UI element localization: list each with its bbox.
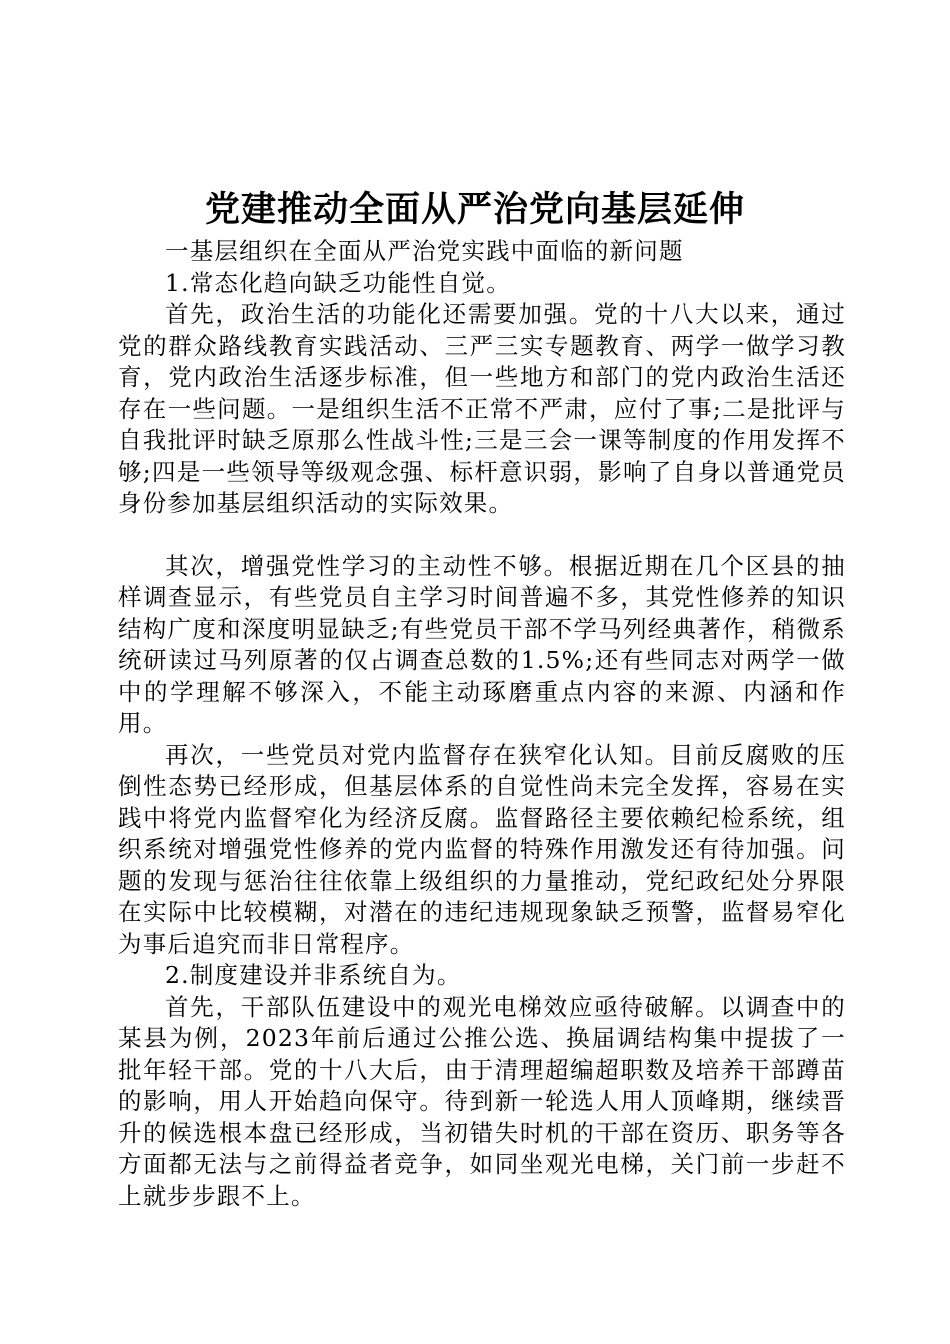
body-paragraph: 其次，增强党性学习的主动性不够。根据近期在几个区县的抽样调查显示，有些党员自主学习时间普遍不多，其党性修养的知识结构广度和深度明显缺乏;有些党员干部不学马列经典著作，稍微系统研读过马列原著的仅占调查总数的1.5%;还有些同志对两学一做中的学理解不够深入，不能主动琢磨重点内容的来源、内涵和作用。 (118, 551, 846, 737)
document-title: 党建推动全面从严治党向基层延伸 (204, 190, 745, 230)
subsection-heading-2: 2.制度建设并非系统自为。 (165, 961, 462, 989)
document-body (118, 236, 846, 1212)
body-paragraph: 首先，政治生活的功能化还需要加强。党的十八大以来，通过党的群众路线教育实践活动、三严三实专题教育、两学一做学习教育，党内政治生活逐步标准，但一些地方和部门的党内政治生活还存在一些问题。一是组织生活不正常不严肃，应付了事;二是批评与自我批评时缺乏原那么性战斗性;三是三会一课等制度的作用发挥不够;四是一些领导等级观念强、标杆意识弱，影响了自身以普通党员身份参加基层组织活动的实际效果。 (118, 300, 846, 517)
body-paragraph: 首先，干部队伍建设中的观光电梯效应亟待破解。以调查中的某县为例，2023年前后通过公推公选、换届调结构集中提拔了一批年轻干部。党的十八大后，由于清理超编超职数及培养干部蹲苗的影响，用人开始趋向保守。待到新一轮选人用人顶峰期，继续晋升的候选根本盘已经形成，当初错失时机的干部在资历、职务等各方面都无法与之前得益者竞争，如同坐观光电梯，关门前一步赶不上就步步跟不上。 (118, 992, 846, 1210)
subsection-heading-1: 1.常态化趋向缺乏功能性自觉。 (165, 268, 511, 297)
body-paragraph: 再次，一些党员对党内监督存在狭窄化认知。目前反腐败的压倒性态势已经形成，但基层体系的自觉性尚未完全发挥，容易在实践中将党内监督窄化为经济反腐。监督路径主要依赖纪检系统，组织系统对增强党性修养的党内监督的特殊作用激发还有待加强。问题的发现与惩治往往依靠上级组织的力量推动，党纪政纪处分界限在实际中比较模糊，对潜在的违纪违规现象缺乏预警，监督易窄化为事后追究而非日常程序。 (118, 740, 846, 958)
section-heading: 一基层组织在全面从严治党实践中面临的新问题 (165, 237, 684, 265)
